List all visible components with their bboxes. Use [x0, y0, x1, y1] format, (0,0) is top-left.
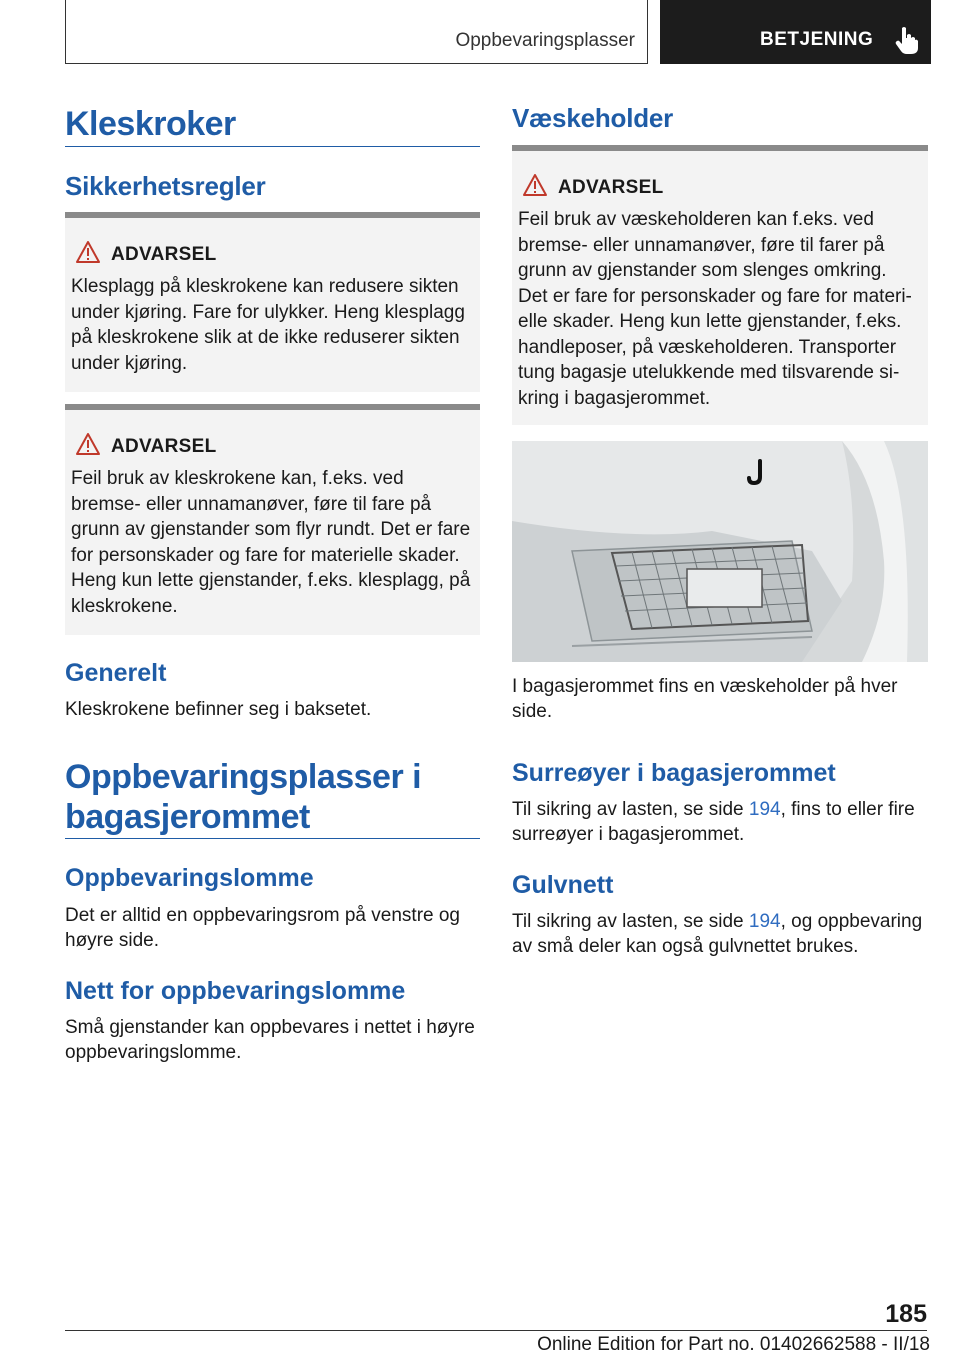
header-chapter-box: [660, 0, 931, 64]
warning-text: Feil bruk av kleskrokene kan, f.eks. ved bremse- eller unnamanøver, føre til fare på grunn av gjenstander som flyr rundt. Det er fare for personskader og fare for materielle skader. Heng kun lette gjenstander, f.eks. klesplagg, på kleskrokene.: [71, 468, 471, 617]
page-link-194[interactable]: 194: [748, 799, 781, 820]
warning-text: Klesplagg på kleskrokene kan redusere sikten under kjøring. Fare for ulykker. Heng klesplagg på kleskrokene slik at de ikke reduserer sikten under kjøring.: [71, 276, 465, 374]
header-section-box: [65, 0, 648, 64]
warning-box: [65, 212, 480, 392]
text-span: , fins to eller fire surreøyer i bagasjerommet.: [512, 799, 915, 845]
heading-kleskroker: Kleskroker: [65, 105, 236, 143]
warning-triangle-icon: [75, 432, 101, 456]
heading-oppbevaringsplasser: Oppbevaringsplasser i bagasjerommet: [65, 758, 422, 836]
page-link-194[interactable]: 194: [748, 911, 781, 932]
warning-text: Feil bruk av væskeholderen kan f.eks. ved bremse- eller unnamanøver, føre til farer på grunn av gjenstander som slenges omkring. Det er fare for personskader og fare for materi-elle skader. Heng kun lette gjenstander, f.eks. handleposer, på væskeholderen. Transporter tung bagasje utelukkende med tilsvarende si-kring i bagasjerommet.: [518, 209, 912, 409]
warning-triangle-icon: [522, 173, 548, 197]
heading-nett: Nett for oppbevaringslomme: [65, 977, 406, 1005]
header-section-title: Oppbevaringsplasser: [455, 30, 635, 51]
paragraph-generelt: Kleskrokene befinner seg i baksetet.: [65, 699, 372, 720]
trunk-net-drawing: [512, 441, 928, 662]
text-span: Til sikring av lasten, se side: [512, 799, 749, 820]
warning-box: [65, 404, 480, 635]
trunk-net-illustration: [512, 441, 928, 662]
paragraph-nett: Små gjenstander kan oppbevares i nettet i høyre oppbevaringslomme.: [65, 1017, 475, 1063]
header-chapter-title: BETJENING: [760, 29, 874, 50]
warning-box: [512, 145, 928, 425]
paragraph-oppbevaringslomme: Det er alltid en oppbevaringsrom på venstre og høyre side.: [65, 905, 461, 951]
pointing-hand-icon: [894, 26, 920, 54]
paragraph-surreoyer: [512, 797, 928, 847]
warning-title: ADVARSEL: [558, 177, 664, 198]
warning-title: ADVARSEL: [111, 436, 217, 457]
heading-generelt: Generelt: [65, 659, 167, 687]
text-span: Til sikring av lasten, se side: [512, 911, 749, 932]
heading-oppbevaringslomme: Oppbevaringslomme: [65, 864, 314, 892]
text-span: , og oppbevaring av små deler kan også gulvnettet brukes.: [512, 911, 923, 957]
heading-surreoyer: Surreøyer i bagasjerommet: [512, 759, 836, 787]
page-number: 185: [885, 1300, 927, 1328]
warning-triangle-icon: [75, 240, 101, 264]
heading-gulvnett: Gulvnett: [512, 871, 614, 899]
photo-caption: I bagasjerommet fins en væskeholder på hver side.: [512, 676, 898, 722]
heading-rule: [65, 146, 480, 147]
footer-rule: [65, 1330, 927, 1331]
heading-rule: [65, 838, 480, 839]
warning-title: ADVARSEL: [111, 244, 217, 265]
footer-edition: Online Edition for Part no. 01402662588 - II/18: [537, 1334, 930, 1355]
heading-sikkerhetsregler: Sikkerhetsregler: [65, 171, 266, 201]
heading-vaeskeholder: Væskeholder: [512, 103, 674, 133]
paragraph-gulvnett: [512, 909, 928, 959]
